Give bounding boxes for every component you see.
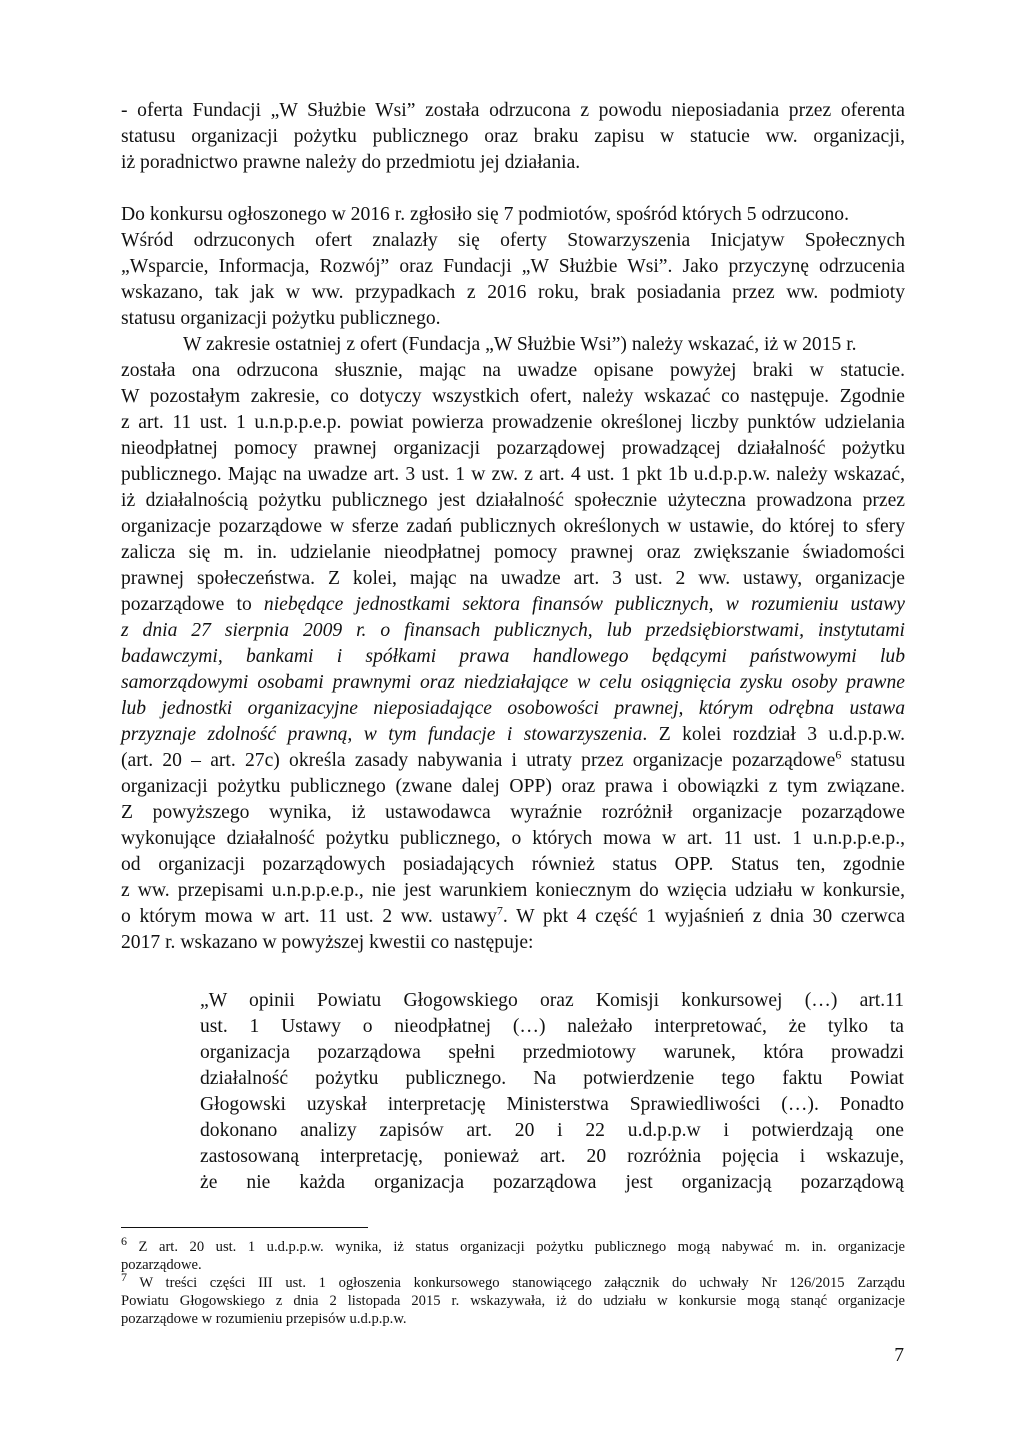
text-line: pozarządowe to niebędące jednostkami sektora finansów publicznych, w rozumieniu ustawy: [121, 594, 905, 615]
italic-text: samorządowymi osobami prawnymi oraz niedziałające w celu osiągnięcia zysku osoby prawne: [121, 672, 905, 693]
footnote-line: pozarządowe.: [121, 1257, 202, 1273]
footnote-line: pozarządowe w rozumieniu przepisów u.d.p.p.w.: [121, 1311, 407, 1327]
text-line: została ona odrzucona słusznie, mając na uwadze opisane powyżej braki w statucie.: [121, 360, 905, 381]
text-line: publicznego. Mając na uwadze art. 3 ust. 1 w zw. z art. 4 ust. 1 pkt 1b u.d.p.p.w. należy wskazać,: [121, 464, 905, 485]
text-line: iż poradnictwo prawne należy do przedmiotu jej działania.: [121, 152, 581, 173]
text-line: - oferta Fundacji „W Służbie Wsi” została odrzucona z powodu nieposiadania przez oferenta: [121, 100, 905, 121]
footnote-line: $^6$ Z art. 20 ust. 1 u.d.p.p.w. wynika, iż status organizacji pożytku publicznego mogą nabywać m. in. organizacje: [121, 1234, 905, 1255]
footnote-reference: 7: [496, 903, 503, 918]
text-line: (art. 20 – art. 27c) określa zasady nabywania i utraty przez organizacje pozarządowe$^6$ statusu: [121, 747, 905, 771]
footnote-marker: 6: [121, 1234, 127, 1249]
italic-text: z dnia 27 sierpnia 2009 r. o finansach publicznych, lub przedsiębiorstwami, instytutami: [121, 620, 905, 641]
quote-line: dokonano analizy zapisów art. 20 i 22 u.d.p.p.w i potwierdzają one: [200, 1120, 904, 1141]
text-line: iż działalnością pożytku publicznego jest działalność społecznie użyteczna prowadzona przez: [121, 490, 905, 511]
text-line: z ww. przepisami u.n.p.p.e.p., nie jest warunkiem koniecznym do wzięcia udziału w konkursie,: [121, 880, 905, 901]
text-line: Wśród odrzuconych ofert znalazły się oferty Stowarzyszenia Inicjatyw Społecznych: [121, 230, 905, 251]
quote-line: „W opinii Powiatu Głogowskiego oraz Komisji konkursowej (…) art.11: [200, 990, 904, 1011]
text-line: organizacji pożytku publicznego (zwane dalej OPP) oraz prawa i obowiązki z tym związane.: [121, 776, 905, 797]
footnote-marker: 7: [121, 1270, 127, 1285]
quote-line: Głogowski uzyskał interpretację Ministerstwa Sprawiedliwości (…). Ponadto: [200, 1094, 904, 1115]
quote-line: że nie każda organizacja pozarządowa jest organizacją pozarządową: [200, 1172, 904, 1193]
text-line: Do konkursu ogłoszonego w 2016 r. zgłosiło się 7 podmiotów, spośród których 5 odrzucono.: [121, 204, 849, 225]
text-line: [121, 696, 905, 722]
text-line: [121, 618, 905, 644]
text-line: wykonujące działalność pożytku publicznego, o których mowa w art. 11 ust. 1 u.n.p.p.e.p.,: [121, 828, 905, 849]
text-line: od organizacji pozarządowych posiadających również status OPP. Status ten, zgodnie: [121, 854, 905, 875]
quote-line: ust. 1 Ustawy o nieodpłatnej (…) należało interpretować, że tylko ta: [200, 1016, 904, 1037]
text-line: Z powyższego wynika, iż ustawodawca wyraźnie rozróżnił organizacje pozarządowe: [121, 802, 905, 823]
text-line: przyznaje zdolność prawną, w tym fundacje i stowarzyszenia. Z kolei rozdział 3 u.d.p.p.w.: [121, 724, 905, 745]
text-line: statusu organizacji pożytku publicznego oraz braku zapisu w statucie ww. organizacji,: [121, 126, 905, 147]
italic-text: niebędące jednostkami sektora finansów publicznych, w rozumieniu ustawy: [263, 594, 905, 615]
text-line: zalicza się m. in. udzielanie nieodpłatnej pomocy prawnej oraz zwiększanie świadomości: [121, 542, 905, 563]
quote-line: zastosowaną interpretację, ponieważ art. 20 rozróżnia pojęcia i wskazuje,: [200, 1146, 904, 1167]
text-line: prawnej społeczeństwa. Z kolei, mając na uwadze art. 3 ust. 2 ww. ustawy, organizacje: [121, 568, 905, 589]
text-line: o którym mowa w art. 11 ust. 2 ww. ustawy$^7$. W pkt 4 część 1 wyjaśnień z dnia 30 czerwca: [121, 903, 906, 927]
footnote-separator: [121, 1227, 368, 1228]
text-line: „Wsparcie, Informacja, Rozwój” oraz Fundacji „W Służbie Wsi”. Jako przyczynę odrzucenia: [121, 256, 905, 277]
text-line: wskazano, tak jak w ww. przypadkach z 2016 roku, brak posiadania przez ww. podmioty: [121, 282, 905, 303]
text-line: [121, 670, 905, 696]
text-line: z art. 11 ust. 1 u.n.p.p.e.p. powiat powierza prowadzenie określonej liczby punktów udzielania: [121, 412, 905, 433]
text-line: nieodpłatnej pomocy prawnej organizacji pozarządowej prowadzącej działalność pożytku: [121, 438, 905, 459]
footnote-line: $^7$ W treści części III ust. 1 ogłoszenia konkursowego stanowiącego załącznik do uchwały Nr 126/2015 Zarządu: [121, 1270, 905, 1291]
quote-line: działalność pożytku publicznego. Na potwierdzenie tego faktu Powiat: [200, 1068, 904, 1089]
italic-text: lub jednostki organizacyjne nieposiadające osobowości prawnej, którym odrębna ustawa: [121, 698, 905, 719]
text-line: organizacje pozarządowe w sferze zadań publicznych określonych w ustawie, do której to sfery: [121, 516, 905, 537]
text-line: 2017 r. wskazano w powyższej kwestii co następuje:: [121, 932, 534, 953]
quote-line: organizacja pozarządowa spełni przedmiotowy warunek, która prowadzi: [200, 1042, 904, 1063]
text-line: W zakresie ostatniej z ofert (Fundacja „W Służbie Wsi”) należy wskazać, iż w 2015 r.: [183, 334, 857, 355]
text-line: W pozostałym zakresie, co dotyczy wszystkich ofert, należy wskazać co następuje. Zgodnie: [121, 386, 905, 407]
footnote-reference: 6: [835, 747, 842, 762]
italic-text: przyznaje zdolność prawną, w tym fundacje i stowarzyszenia: [121, 724, 643, 745]
footnote-line: Powiatu Głogowskiego z dnia 2 listopada 2015 r. wskazywała, iż do udziału w konkursie mogą stanąć organizacje: [121, 1293, 905, 1309]
italic-text: badawczymi, bankami i spółkami prawa handlowego będącymi państwowymi lub: [121, 646, 905, 667]
text-line: [121, 644, 905, 670]
page-number: 7: [894, 1345, 904, 1366]
text-line: statusu organizacji pożytku publicznego.: [121, 308, 441, 329]
